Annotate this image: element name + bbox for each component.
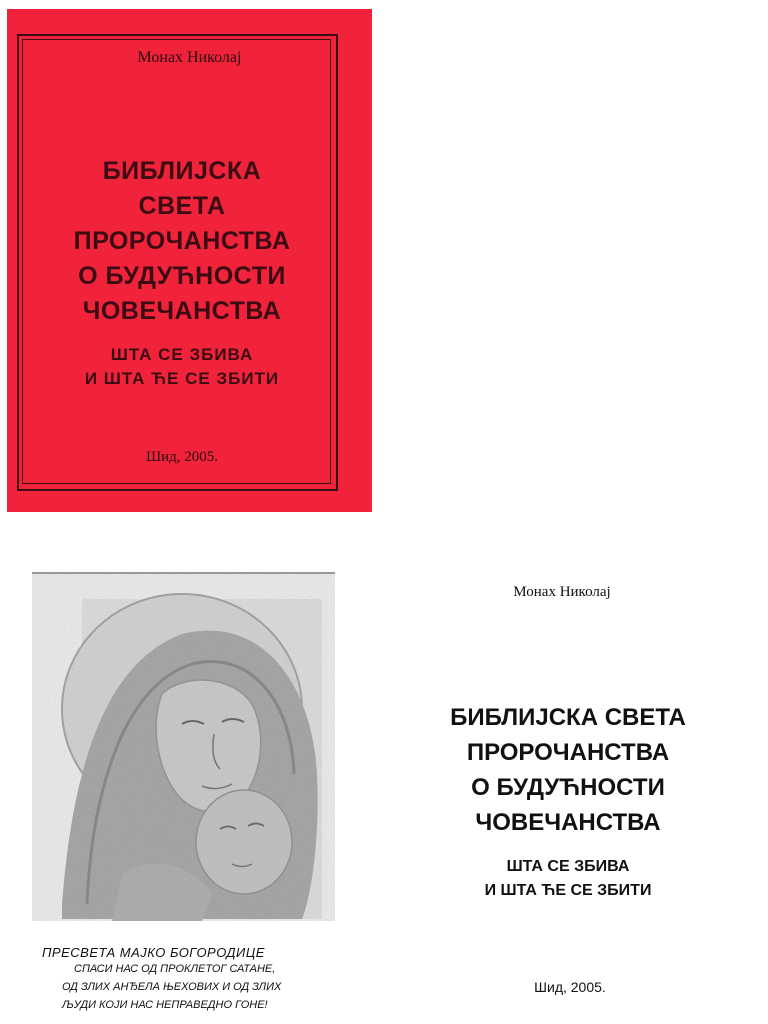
theotokos-icon <box>32 574 335 921</box>
prayer-line: СПАСИ НАС ОД ПРОКЛЕТОГ САТАНЕ, <box>74 963 276 975</box>
title-page-subtitle <box>420 855 716 903</box>
prayer-heading: ПРЕСВЕТА МАЈКО БОГОРОДИЦЕ <box>42 945 265 960</box>
title-page-subtitle-line: И ШТА ЋЕ СЕ ЗБИТИ <box>484 882 652 899</box>
cover-title-line: ПРОРОЧАНСТВА <box>73 227 291 255</box>
title-page-place-year: Шид, 2005. <box>534 979 606 995</box>
cover-title-line: БИБЛИЈСКА <box>102 157 262 185</box>
title-page-title-line: ЧОВЕЧАНСТВА <box>475 809 661 836</box>
title-page-subtitle-line: ШТА СЕ ЗБИВА <box>506 858 630 875</box>
cover-author: Монах Николај <box>137 49 242 66</box>
cover-title-line: О БУДУЋНОСТИ <box>78 262 286 290</box>
cover-subtitle <box>7 343 357 391</box>
title-page-title <box>420 700 716 840</box>
cover-title-line: ЧОВЕЧАНСТВА <box>82 297 282 325</box>
book-cover <box>7 9 372 512</box>
title-page-author: Монах Николај <box>513 584 611 600</box>
prayer-line: ОД ЗЛИХ АНЂЕЛА ЊЕХОВИХ И ОД ЗЛИХ <box>62 981 282 993</box>
cover-subtitle-line: И ШТА ЋЕ СЕ ЗБИТИ <box>84 369 280 388</box>
title-page-title-line: ПРОРОЧАНСТВА <box>466 739 670 766</box>
title-page-title-line: БИБЛИЈСКА СВЕТА <box>450 704 686 731</box>
theotokos-icon-image <box>32 572 335 921</box>
cover-subtitle-line: ШТА СЕ ЗБИВА <box>110 345 254 364</box>
title-page-title-line: О БУДУЋНОСТИ <box>471 774 665 801</box>
prayer-line: ЉУДИ КОЈИ НАС НЕПРАВЕДНО ГОНЕ! <box>62 999 268 1011</box>
cover-place-year: Шид, 2005. <box>145 449 219 465</box>
prayer-caption <box>42 945 342 1014</box>
cover-title <box>7 154 357 329</box>
cover-title-line: СВЕТА <box>138 192 226 220</box>
